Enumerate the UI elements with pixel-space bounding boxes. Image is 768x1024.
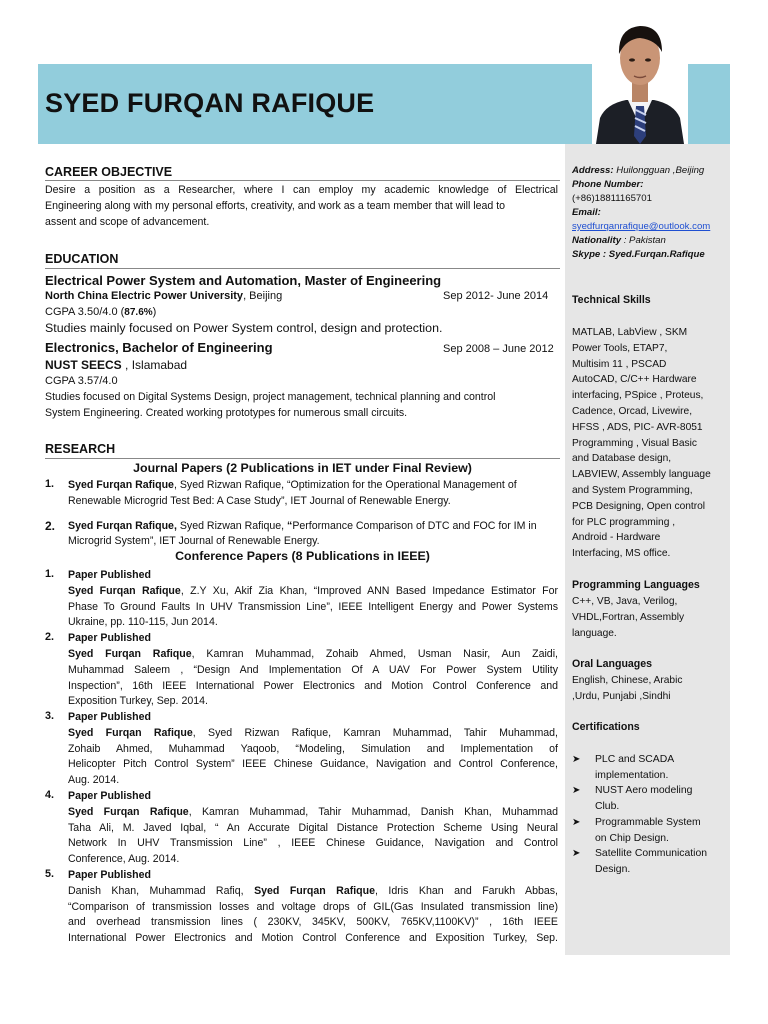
conference-1-text-1: , Z.Y Xu, Akif Zia Khan, “Improved ANN Based Impedance Estimator For [180, 585, 559, 597]
education-heading: EDUCATION [45, 252, 119, 266]
phone-label [572, 178, 643, 192]
conference-1-author: Syed Furqan Rafique [68, 585, 181, 597]
profile-photo [592, 14, 688, 144]
conference-1-number: 1. [45, 568, 55, 580]
phone-label-text: Phone Number: [572, 179, 644, 190]
tech-line: LABVIEW, Assembly language [572, 469, 711, 481]
email-link[interactable]: syedfurqanrafique@outlook.com [572, 221, 711, 232]
conference-3-status: Paper Published [68, 711, 152, 723]
conference-2-status: Paper Published [68, 632, 152, 644]
career-line-2: Engineering along with my personal efforts, creativity, and work as a team member that will lead to [45, 200, 506, 212]
education-divider [45, 268, 560, 269]
conference-2-line-3: Inspection”, 16th IEEE International Power Electronics and Motion Control Conference and [68, 680, 558, 692]
address-value: Huilongguan ,Beijing [613, 165, 705, 176]
nationality-value: : Pakistan [621, 235, 666, 246]
journal-2-title: Performance Comparison of DTC and FOC for IM in [292, 520, 537, 532]
conference-2-line-1 [68, 647, 558, 663]
arrow-bullet-icon: ➤ [572, 754, 581, 765]
journal-2-quote: “ [287, 520, 293, 532]
cgpa-masters-percent: 87.6% [124, 307, 153, 318]
technical-skills-heading: Technical Skills [572, 294, 651, 306]
university-masters-city: , Beijing [243, 290, 283, 302]
conference-4-text-1: , Kamran Muhammad, Tahir Muhammad, Danish Khan, Muhammad [188, 806, 558, 818]
prog-line: language. [572, 627, 617, 639]
conference-heading: Conference Papers (8 Publications in IEEE) [175, 549, 430, 563]
focus-masters: Studies mainly focused on Power System control, design and protection. [45, 321, 443, 335]
cert-line: on Chip Design. [595, 832, 669, 844]
conference-1-line-2: Phase To Ground Faults In UHV Transmission Line”, IEEE Intelligent Energy and Power Systems [68, 601, 558, 613]
focus-bachelors-line-1: Studies focused on Digital Systems Design, project management, technical planning and control [45, 391, 496, 403]
oral-languages-heading: Oral Languages [572, 658, 653, 670]
tech-line: Programming , Visual Basic [572, 437, 697, 449]
conference-4-line-1 [68, 805, 558, 821]
email-label [572, 206, 601, 220]
tech-line: and Database design, [572, 453, 672, 465]
conference-5-line-3: and overhead transmission lines ( 230KV, 345KV, 500KV, 765KV,1100KV)” , 16th IEEE [68, 916, 558, 928]
oral-line: English, Chinese, Arabic [572, 675, 683, 686]
tech-line: Interfacing, MS office. [572, 548, 671, 560]
candidate-name: SYED FURQAN RAFIQUE [45, 88, 375, 118]
career-divider [45, 180, 560, 181]
conference-2-number: 2. [45, 631, 55, 643]
certification-text [595, 783, 729, 815]
programming-languages-list [572, 594, 728, 641]
conference-4-status: Paper Published [68, 790, 152, 802]
cert-line: implementation. [595, 769, 669, 781]
career-line-1: Desire a position as a Researcher, where I can employ my academic knowledge of Electrical [45, 184, 558, 196]
nationality-label: Nationality [572, 235, 622, 246]
conference-4-number: 4. [45, 789, 55, 801]
conference-1-status: Paper Published [68, 569, 152, 581]
journal-2-line-1 [68, 519, 560, 535]
conference-5-line-2: “Comparison of transmission losses and voltage drops of GIL(Gas Insulated transmission line) [68, 901, 558, 913]
tech-line: interfacing, PSpice , Proteus, [572, 390, 704, 402]
journal-2-line-2: Microgrid System”, IET Journal of Renewable Energy. [68, 535, 320, 547]
journal-2-author: Syed Furqan Rafique, [68, 520, 180, 532]
conference-4-line-3: Network In UHV Transmission Line” , IEEE Chinese Guidance, Navigation and Control [68, 837, 558, 849]
university-masters-name: North China Electric Power University [45, 290, 244, 302]
cert-line: Club. [595, 800, 620, 812]
university-masters [45, 290, 282, 302]
conference-5-number: 5. [45, 868, 55, 880]
cert-line: Satellite Communication [595, 848, 708, 859]
address-line [572, 164, 704, 178]
date-bachelors: Sep 2008 – June 2012 [443, 343, 554, 355]
university-bachelors-name: NUST SEECS [45, 358, 122, 372]
prog-line: C++, VB, Java, Verilog, [572, 596, 678, 607]
tech-line: PCB Designing, Open control [572, 500, 706, 512]
career-heading: CAREER OBJECTIVE [45, 165, 173, 179]
cgpa-masters [45, 306, 156, 318]
oral-line: ,Urdu, Punjabi ,Sindhi [572, 690, 671, 702]
conference-1-line-3: Ukraine, pp. 110-115, Jun 2014. [68, 616, 218, 628]
conference-1-line-1 [68, 584, 558, 600]
arrow-bullet-icon: ➤ [572, 848, 581, 859]
conference-5-line-1 [68, 884, 558, 900]
focus-bachelors-line-2: System Engineering. Created working prototypes for numerous small circuits. [45, 407, 408, 419]
conference-5-status: Paper Published [68, 869, 152, 881]
certification-text [595, 846, 729, 878]
conference-4-author: Syed Furqan Rafique [68, 806, 189, 818]
conference-5-line-4: International Power Electronics and Motion Control Conference and Exposition Turkey, Sep. [68, 932, 558, 944]
journal-1-number: 1. [45, 478, 55, 490]
certifications-heading: Certifications [572, 721, 640, 733]
degree-masters: Electrical Power System and Automation, Master of Engineering [45, 273, 442, 288]
address-label: Address: [572, 165, 614, 176]
conference-2-text-1: , Kamran Muhammad, Zohaib Ahmed, Usman Nasir, Aun Zaidi, [191, 648, 558, 660]
journal-1-author: Syed Furqan Rafique [68, 479, 174, 491]
tech-line: HFSS , ADS, PIC- AVR-8051 [572, 421, 703, 433]
journal-1-line-1 [68, 478, 560, 494]
journal-heading: Journal Papers (2 Publications in IET under Final Review) [133, 461, 472, 475]
oral-languages-list [572, 673, 728, 705]
conference-4-line-4: Conference, Aug. 2014. [68, 853, 180, 865]
conference-3-line-2: Zohaib Ahmed, Muhammad Yaqoob, “Modeling, Simulation and Implementation of [68, 743, 558, 755]
cert-line: Design. [595, 863, 631, 875]
arrow-bullet-icon: ➤ [572, 817, 581, 828]
cgpa-masters-value: CGPA 3.50/4.0 ( [45, 306, 125, 318]
journal-2-coauthor: Syed Rizwan Rafique, [179, 520, 288, 532]
research-divider [45, 458, 560, 459]
tech-line: Power Tools, ETAP7, [572, 342, 668, 354]
conference-2-author: Syed Furqan Rafique [68, 648, 192, 660]
tech-line: Android - Hardware [572, 532, 661, 544]
certification-text [595, 752, 729, 784]
technical-skills-list [572, 325, 728, 562]
programming-languages-heading: Programming Languages [572, 579, 700, 591]
university-bachelors-city: , Islamabad [121, 358, 188, 372]
certification-text [595, 815, 729, 847]
research-heading: RESEARCH [45, 442, 116, 456]
tech-line: AutoCAD, C/C++ Hardware [572, 374, 697, 386]
tech-line: and System Programming, [572, 484, 693, 496]
conference-3-line-3: Helicopter Pitch Control System” IEEE Chinese Guidance, Navigation and Control Conference, [68, 758, 558, 770]
cert-line: PLC and SCADA [595, 754, 675, 765]
conference-2-line-2: Muhammad Saleem , “Design And Implementation Of A UAV For Power System Utility [68, 664, 558, 676]
skype-line: Skype : Syed.Furqan.Rafique [572, 249, 705, 260]
conference-2-line-4: Exposition Turkey, Sep. 2014. [68, 695, 208, 707]
conference-3-text-1: , Syed Rizwan Rafique, Kamran Muhammad, Tahir Muhammad, [192, 727, 558, 739]
conference-3-author: Syed Furqan Rafique [68, 727, 193, 739]
journal-2-number: 2. [45, 519, 56, 533]
cgpa-bachelors: CGPA 3.57/4.0 [45, 375, 118, 387]
career-line-3: assent and scope of advancement. [45, 216, 210, 228]
journal-1-line-2: Renewable Microgrid Test Bed: A Case Study”, IET Journal of Renewable Energy. [68, 495, 451, 507]
profile-photo-illustration [592, 14, 688, 144]
prog-line: VHDL,Fortran, Assembly [572, 611, 685, 623]
university-bachelors [45, 358, 187, 372]
tech-line: MATLAB, LabView , SKM [572, 327, 688, 338]
conference-4-line-2: Taha Ali, M. Javed Iqbal, “ An Accurate Digital Distance Protection Scheme Using Neural [68, 822, 558, 834]
conference-3-line-4: Aug. 2014. [68, 774, 120, 786]
conference-3-line-1 [68, 726, 558, 742]
tech-line: Cadence, Orcad, Livewire, [572, 405, 693, 417]
cert-line: Programmable System [595, 817, 701, 828]
tech-line: for PLC programming , [572, 516, 676, 528]
email-label-text: Email: [572, 207, 601, 218]
arrow-bullet-icon: ➤ [572, 785, 581, 796]
cert-line: NUST Aero modeling [595, 785, 693, 796]
conference-3-number: 3. [45, 710, 55, 722]
conference-5-text-1: , Idris Khan and Farukh Abbas, [375, 885, 559, 897]
journal-1-text: , Syed Rizwan Rafique, “Optimization for the Operational Management of [173, 479, 517, 491]
nationality-line [572, 234, 666, 248]
tech-line: Multisim 11 , PSCAD [572, 358, 667, 370]
conference-5-author: Syed Furqan Rafique [254, 885, 376, 897]
cgpa-masters-close: ) [152, 306, 157, 318]
phone-value: (+86)18811165701 [572, 193, 652, 204]
degree-bachelors: Electronics, Bachelor of Engineering [45, 340, 273, 355]
conference-5-coauthors: Danish Khan, Muhammad Rafiq, [68, 885, 255, 897]
date-masters: Sep 2012- June 2014 [443, 290, 549, 302]
